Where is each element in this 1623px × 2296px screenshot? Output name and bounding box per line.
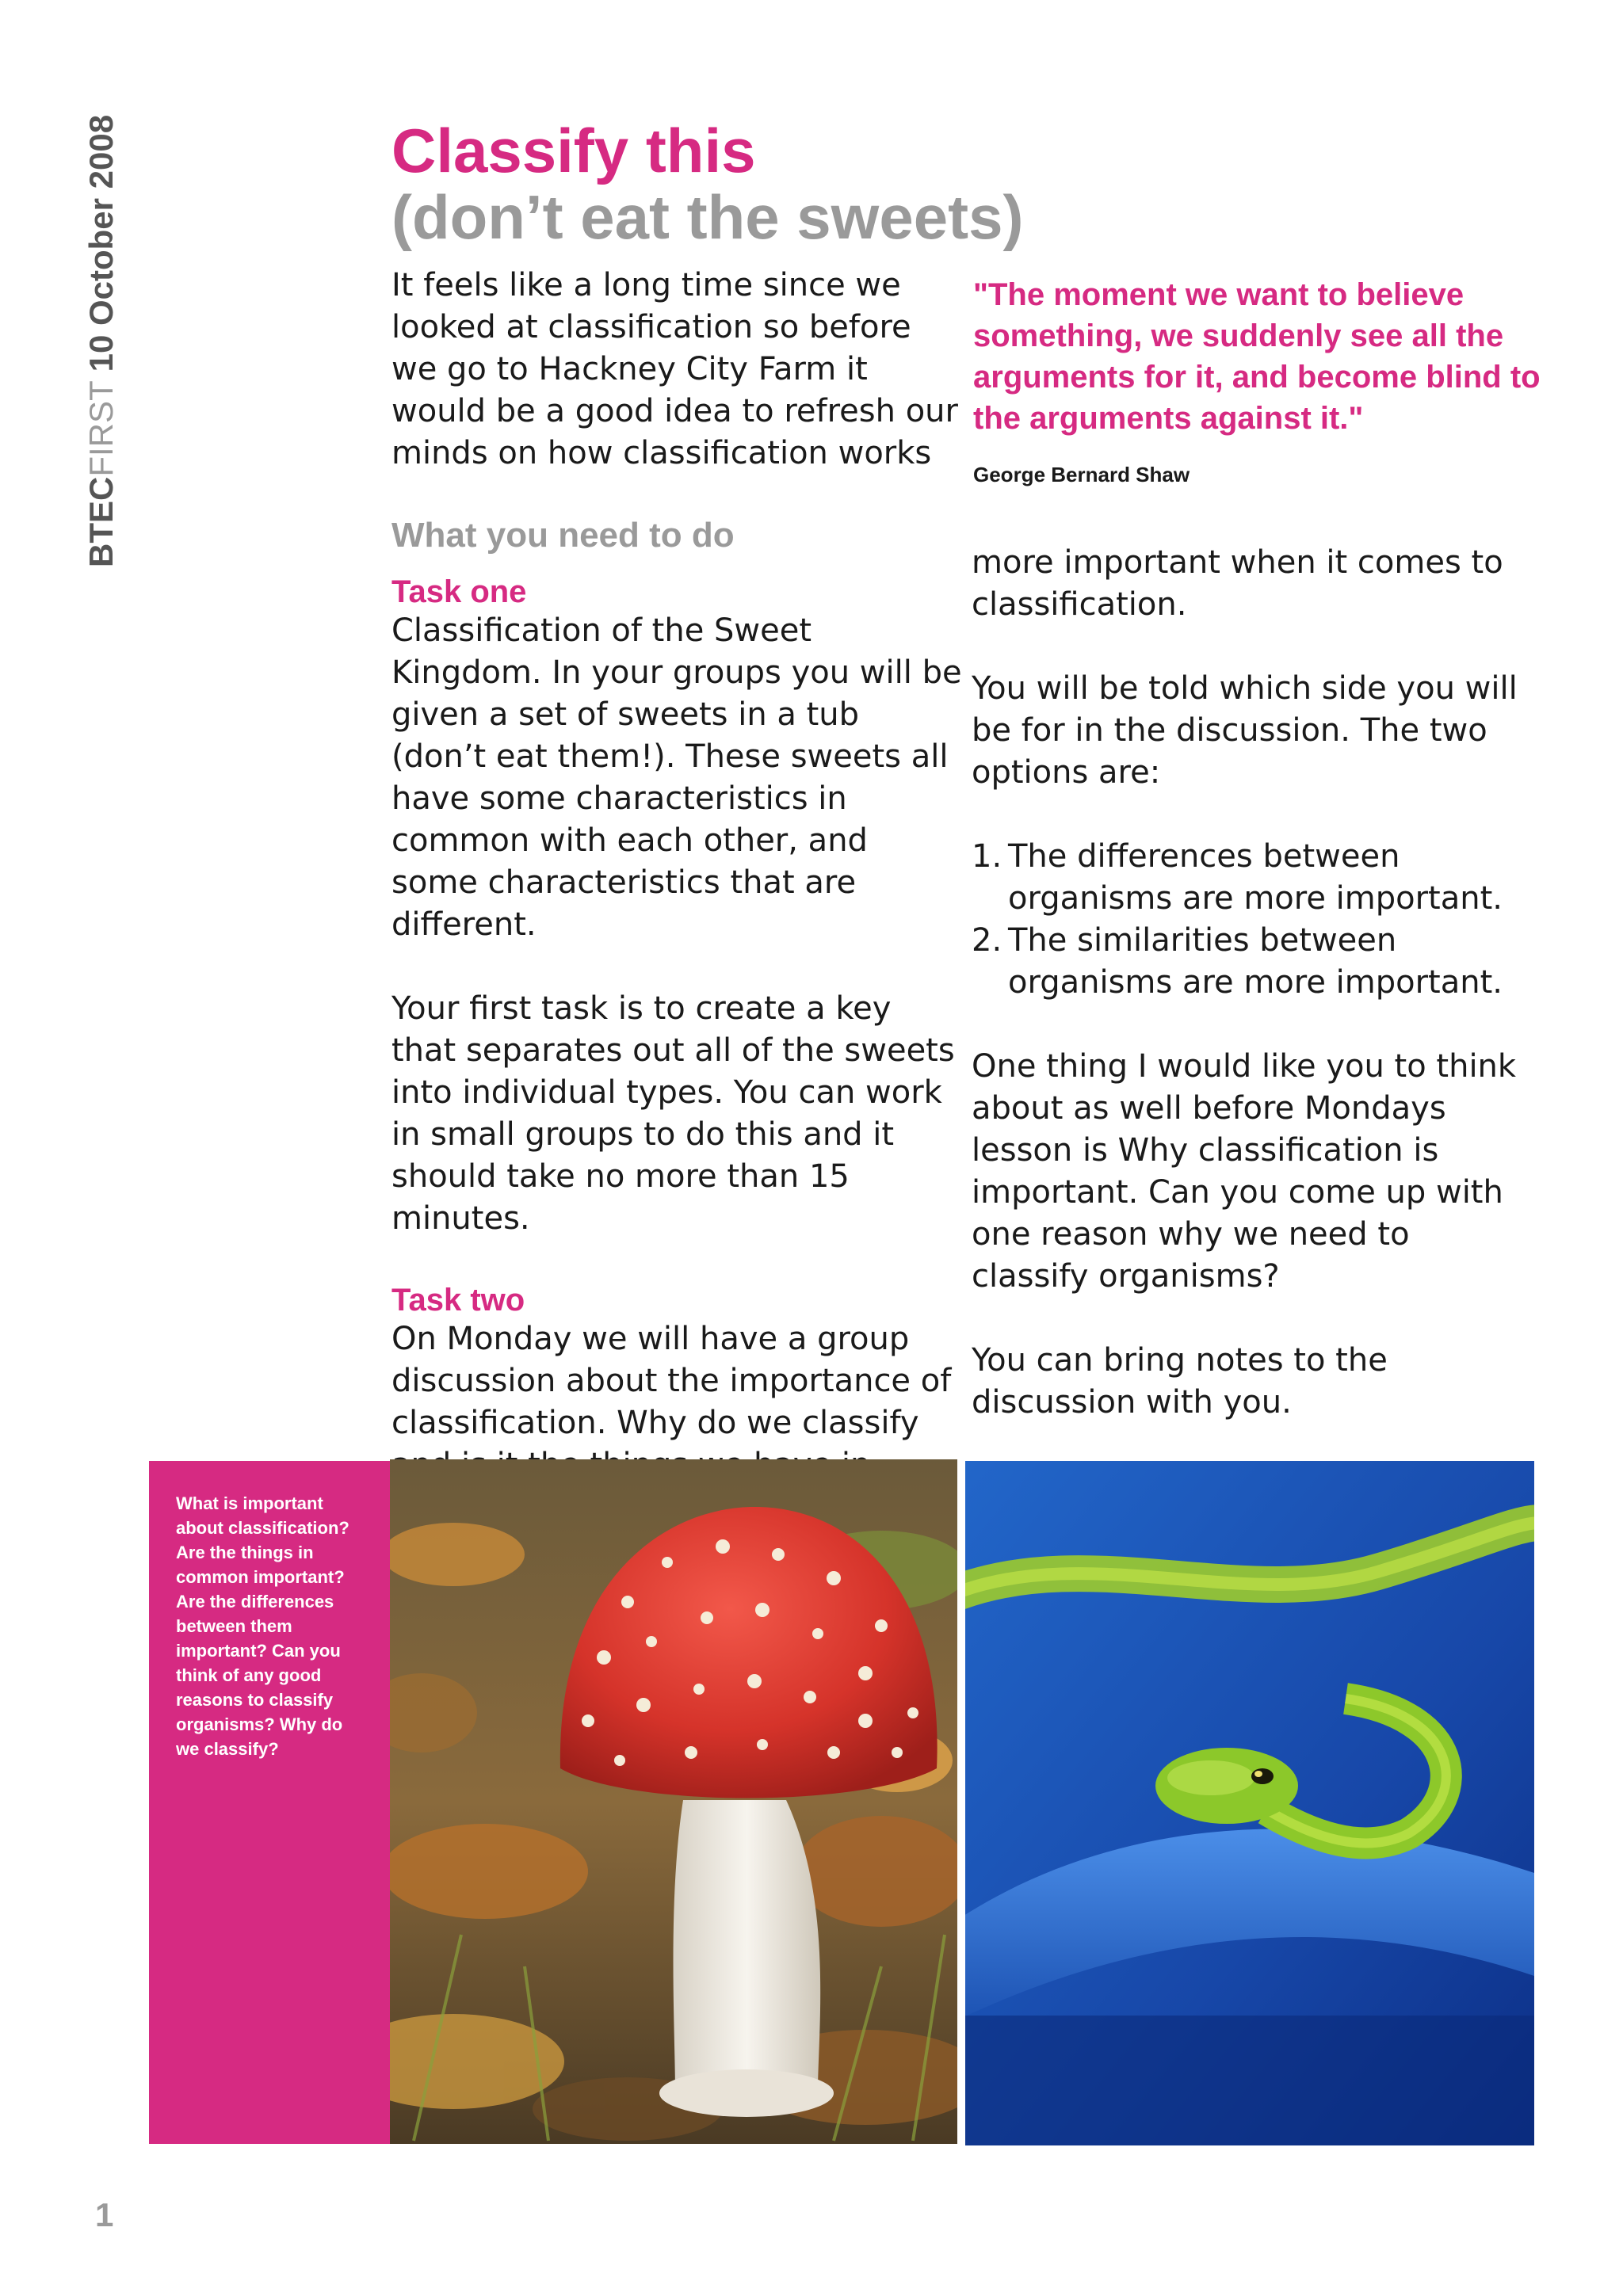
quote-text: "The moment we want to believe something, we suddenly see all the arguments for it, and become blind to the arguments against it." xyxy=(973,277,1541,436)
sidebar-callout xyxy=(149,1461,390,2144)
mushroom-photo xyxy=(390,1459,957,2144)
side-label-course: BTEC xyxy=(82,476,120,567)
task-one-paragraph-2: Your first task is to create a key that separates out all of the sweets into individual types. You can work in small groups to do this and it should take no more than 15 minutes. xyxy=(391,990,955,1237)
side-label-level: FIRST xyxy=(82,381,120,477)
page-number: 1 xyxy=(95,2196,114,2233)
title-line-2: (don’t eat the sweets) xyxy=(391,182,1024,252)
task-two-paragraph-continued: more important when it comes to classification. xyxy=(972,544,1503,623)
side-label xyxy=(82,115,120,567)
title-line-1: Classify this xyxy=(391,116,756,185)
task-one-heading: Task one xyxy=(391,574,527,609)
section-heading: What you need to do xyxy=(391,516,735,555)
task-two-heading: Task two xyxy=(391,1283,525,1318)
page-title xyxy=(391,117,1023,250)
task-two-paragraph-4: You can bring notes to the discussion with you. xyxy=(972,1342,1388,1421)
task-two-paragraph-3: One thing I would like you to think about as well before Mondays lesson is Why classification is important. Can you come up with one reason why we need to classify organisms? xyxy=(972,1048,1517,1295)
sidebar-text: What is important about classification? Are the things in common important? Are the differences between them important? Can you think of any good reasons to classify organisms? Why do we classify? xyxy=(176,1493,349,1759)
list-item: 1. The differences between organisms are more important. xyxy=(972,838,1503,917)
task-one-paragraph-1: Classification of the Sweet Kingdom. In your groups you will be given a set of sweets in a tub (don’t eat them!). These sweets all have some characteristics in common with each other, and some characteristics that are different. xyxy=(391,612,962,943)
side-label-date: 10 October 2008 xyxy=(82,114,120,372)
left-column xyxy=(391,265,962,1570)
list-item: 2. The similarities between organisms are more important. xyxy=(972,922,1503,1001)
intro-paragraph: It feels like a long time since we looked at classification so before we go to Hackney City Farm it would be a good idea to refresh our minds on how classification works xyxy=(391,267,958,471)
task-two-paragraph-2: You will be told which side you will be for in the discussion. The two options are: xyxy=(972,670,1518,791)
task-two-paragraph-1: On Monday we will have a group discussion about the importance of classification. Why do we classify xyxy=(391,1321,952,1441)
right-column xyxy=(972,542,1526,1424)
quote-author: George Bernard Shaw xyxy=(973,463,1190,486)
options-list xyxy=(972,836,1526,1004)
pull-quote xyxy=(973,274,1544,487)
snake-photo xyxy=(965,1461,1534,2145)
